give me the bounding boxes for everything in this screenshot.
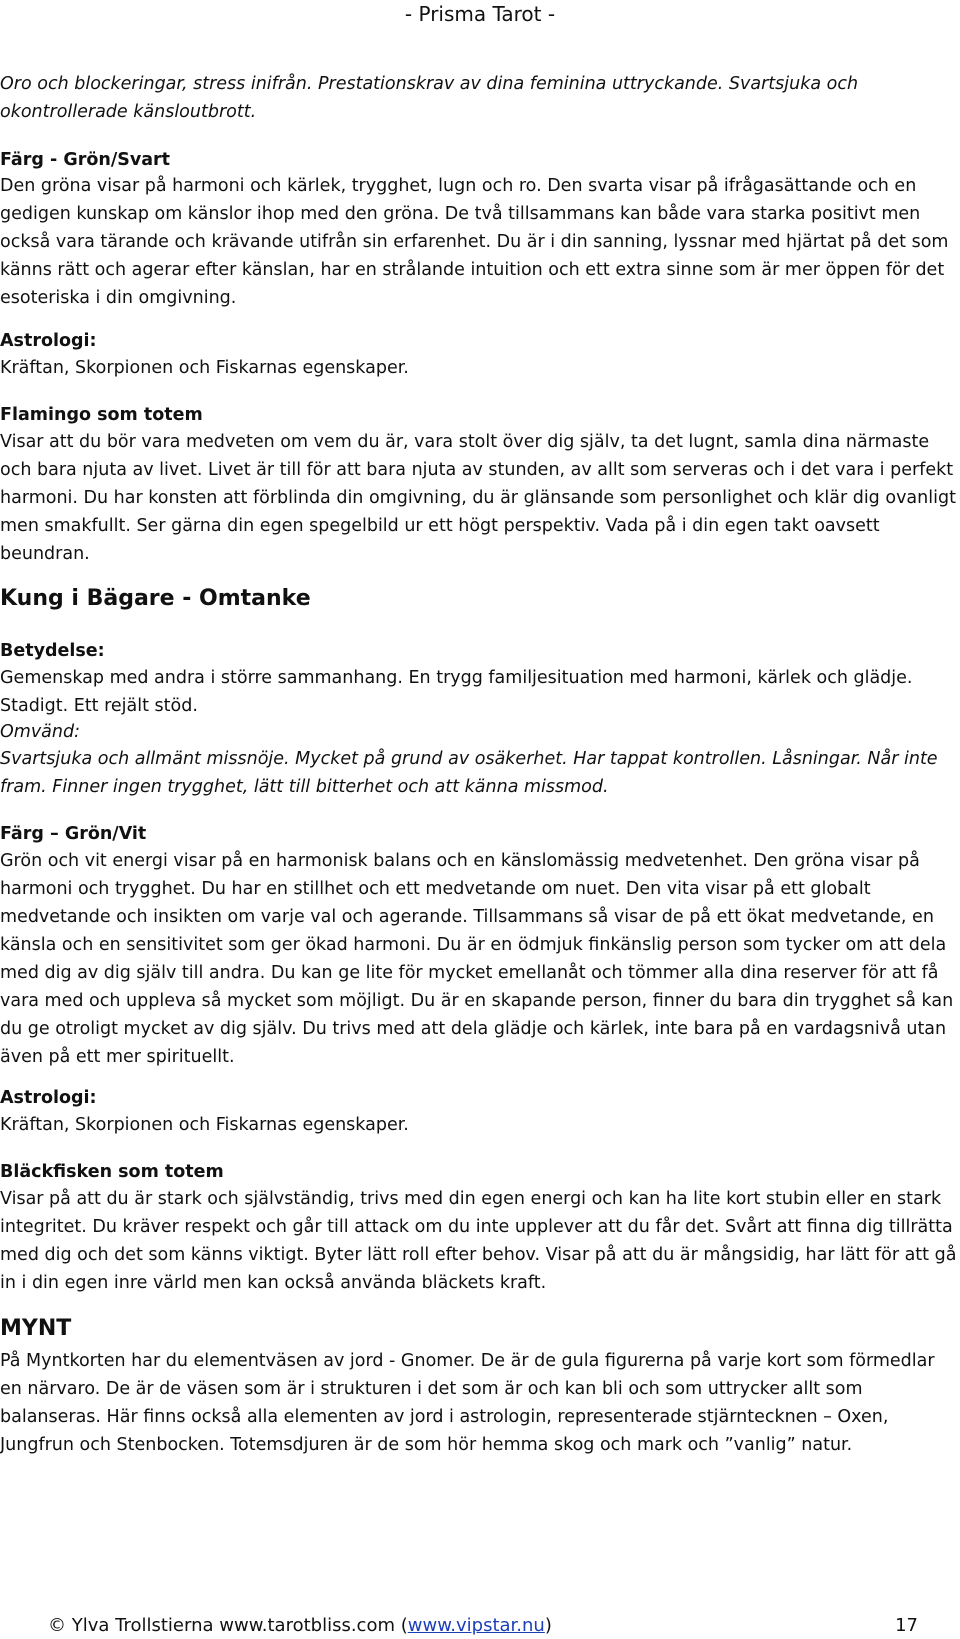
color-paragraph-green-black: Den gröna visar på harmoni och kärlek, trygghet, lugn och ro. Den svarta visar på ifrågasättande och en gedigen kunskap om känslor ihop med den gröna. De två tillsammans kan både vara starka positivt men också vara tärande och krävande utifrån sin erfarenhet. Du är i din sanning, lyssnar med hjärtat på det som känns rätt och agerar efter känslan, har en strålande intuition och ett extra sinne som är mer öppen för det esoteriska i din omgivning. (0, 176, 949, 308)
astrology-heading-2: Astrologi: (0, 1088, 97, 1108)
color-paragraph-green-white: Grön och vit energi visar på en harmonisk balans och en känslomässig medvetenhet. Den gröna visar på harmoni och trygghet. Du har en stillhet och ett medvetande om nuet. Den vita visar på ett globalt medvetande och insikten om varje val och agerande. Tillsammans så visar de på ett ökat medvetande, en känsla och en sensitivitet som ger ökad harmoni. Du är en ödmjuk finkänslig person som tycker om att dela med dig av dig själv till andra. Du kan ge lite för mycket emellanåt och tömmer alla dina reserver för att få vara med och uppleva så mycket som möjligt. Du är en skapande person, finner du bara din trygghet så kan du ge otroligt mycket av dig själv. Du trivs med att dela glädje och kärlek, inte bara på en vardagsnivå utan även på ett mer spirituellt. (0, 851, 954, 1067)
section-title-mynt: MYNT (0, 1316, 72, 1341)
astrology-text-1: Kräftan, Skorpionen och Fiskarnas egenskaper. (0, 358, 409, 378)
footer-copyright: © Ylva Trollstierna www.tarotbliss.com ( (48, 1615, 408, 1636)
meaning-heading: Betydelse: (0, 641, 105, 661)
reversed-heading: Omvänd: (0, 722, 80, 742)
astrology-heading-1: Astrologi: (0, 331, 97, 351)
page-footer (48, 1614, 918, 1638)
intro-paragraph: Oro och blockeringar, stress inifrån. Prestationskrav av dina feminina uttryckande. Svartsjuka och okontrollerade känsloutbrott. (0, 74, 859, 122)
footer-link-vipstar[interactable]: www.vipstar.nu (407, 1615, 545, 1636)
section-title-kung-i-bagare: Kung i Bägare - Omtanke (0, 586, 311, 611)
running-header: - Prisma Tarot - (404, 2, 556, 26)
page-number: 17 (895, 1615, 918, 1636)
color-heading-green-white: Färg – Grön/Vit (0, 824, 147, 844)
astrology-text-2: Kräftan, Skorpionen och Fiskarnas egenskaper. (0, 1115, 409, 1135)
totem-heading-flamingo: Flamingo som totem (0, 405, 203, 425)
footer-close-paren: ) (544, 1615, 552, 1636)
totem-paragraph-octopus: Visar på att du är stark och självständig, trivs med din egen energi och kan ha lite kort stubin eller en stark integritet. Du kräver respekt och går till attack om du inte upplever att du får det. Svårt att finna dig tillrätta med dig och det som känns viktigt. Byter lätt roll efter behov. Visar på att du är mångsidig, har lätt för att gå in i din egen inre värld men kan också använda bläckets kraft. (0, 1189, 957, 1293)
color-heading-green-black: Färg - Grön/Svart (0, 150, 171, 170)
meaning-paragraph: Gemenskap med andra i större sammanhang. En trygg familjesituation med harmoni, kärlek och glädje. Stadigt. Ett rejält stöd. (0, 668, 913, 716)
totem-heading-octopus: Bläckfisken som totem (0, 1162, 224, 1182)
mynt-paragraph: På Myntkorten har du elementväsen av jord - Gnomer. De är de gula figurerna på varje kort som förmedlar en närvaro. De är de väsen som är i strukturen i det som är och kan bli och som uttrycker allt som balanseras. Här finns också alla elementen av jord i astrologin, representerade stjärntecknen – Oxen, Jungfrun och Stenbocken. Totemsdjuren är de som hör hemma skog och mark och ”vanlig” natur. (0, 1351, 935, 1455)
totem-paragraph-flamingo: Visar att du bör vara medveten om vem du är, vara stolt över dig själv, ta det lugnt, samla dina närmaste och bara njuta av livet. Livet är till för att bara njuta av stunden, av allt som serveras och i det vara i perfekt harmoni. Du har konsten att förblinda din omgivning, du är glänsande som personlighet och klär dig ovanligt men smakfullt. Ser gärna din egen spegelbild ur ett högt perspektiv. Vada på i din egen takt oavsett beundran. (0, 432, 956, 564)
reversed-paragraph: Svartsjuka och allmänt missnöje. Mycket på grund av osäkerhet. Har tappat kontrollen. Låsningar. Når inte fram. Finner ingen trygghet, lätt till bitterhet och att känna missmod. (0, 749, 938, 797)
